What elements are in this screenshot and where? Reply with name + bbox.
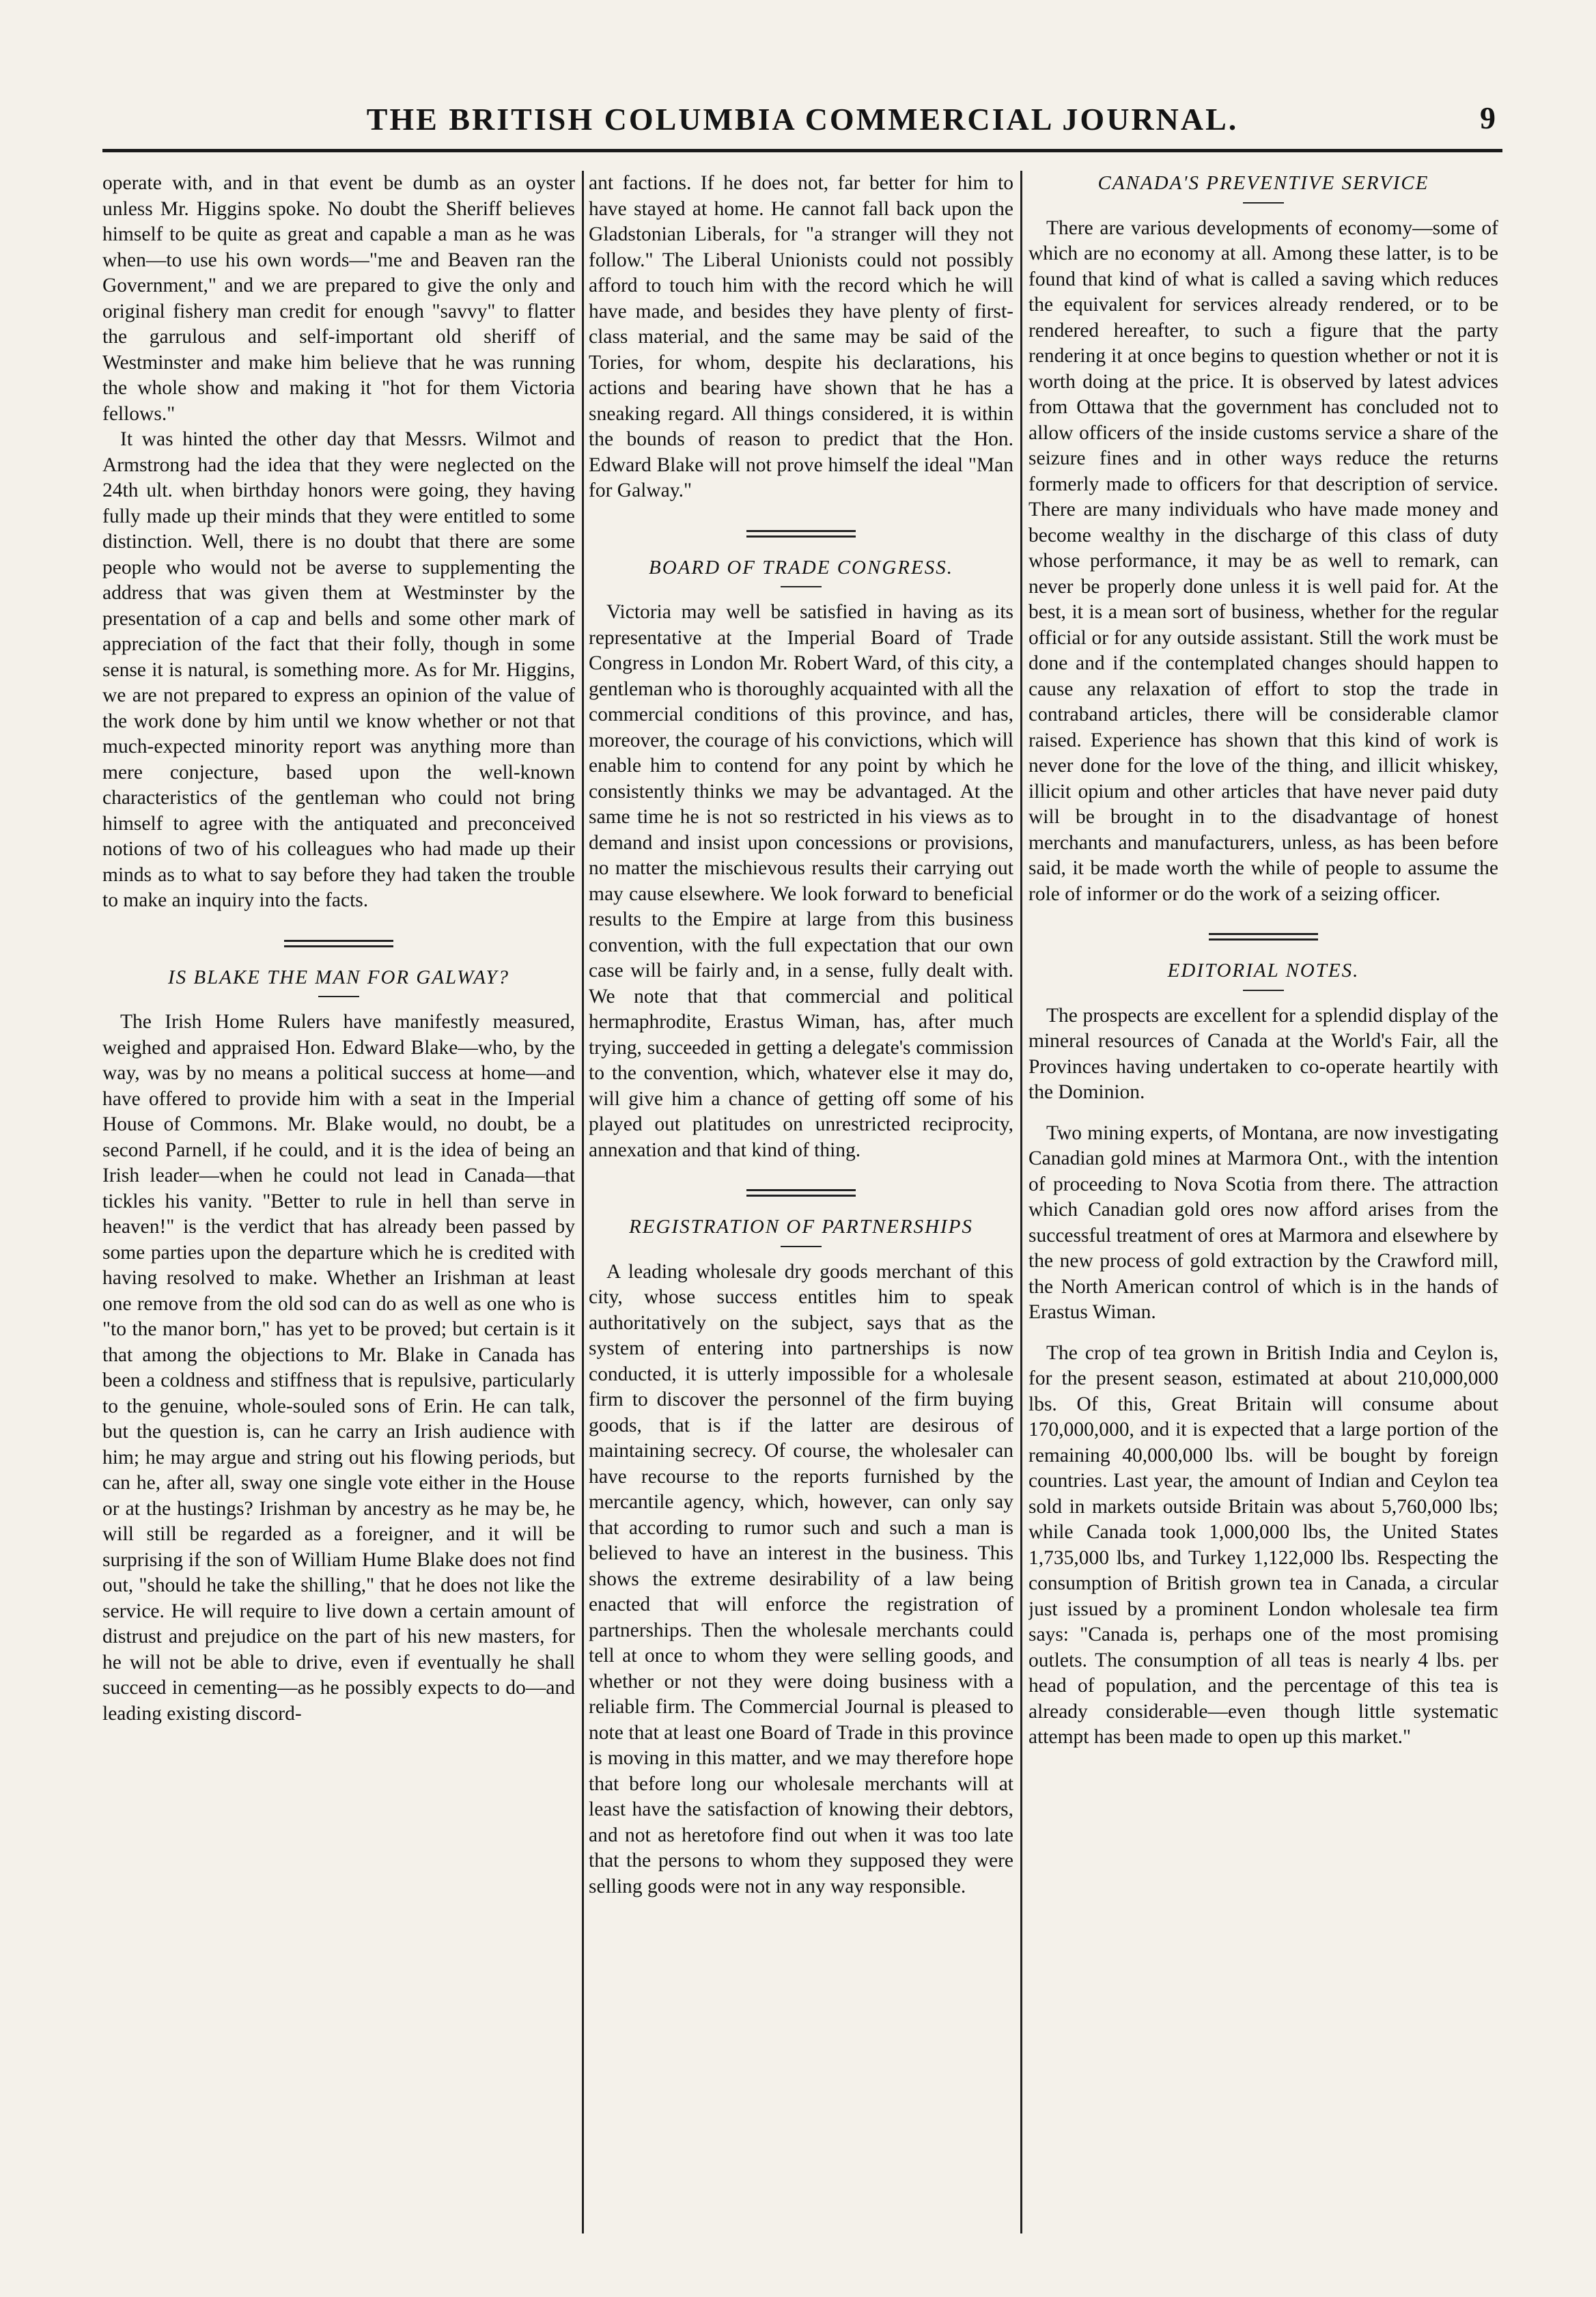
column-divider: [582, 171, 584, 2233]
column-1: [102, 171, 575, 2233]
article-paragraph: operate with, and in that event be dumb as an oyster unless Mr. Higgins spoke. No doubt the Sheriff believes himself to be quite as great and capable a man as he was when—to use his own words—"me and Beaven ran the Government," and we are prepared to give the only and original fishery man credit for enough "savvy" to flatter the garrulous and self-important old sheriff of Westminster and make him believe that he was running the whole show and making it "hot for them Victoria fellows.": [102, 172, 575, 425]
heading-rule: [318, 996, 359, 997]
editorial-note: The prospects are excellent for a splendid display of the mineral resources of Canada at the World's Fair, all the Provinces having undertaken to co-operate heartily with the Dominion.: [1028, 1004, 1498, 1103]
article-paragraph: The Irish Home Rulers have manifestly measured, weighed and appraised Hon. Edward Blake—who, by the way, was by no means a political success at home—and have offered to provide him with a seat in the Imperial House of Commons. Mr. Blake would, no doubt, be a second Parnell, if he could, and it is the idea of being an Irish leader—when he could not lead in Canada—that tickles his vanity. "Better to rule in hell than serve in heaven!" is the verdict that has already been passed by some parties upon the departure which he is credited with having resolved to make. Whether an Irishman at least one remove from the old sod can do as well as one who is "to the manor born," has yet to be proved; but certain is it that among the objections to Mr. Blake in Canada has been a coldness and stiffness that is repulsive, particularly to the genuine, whole-souled sons of Erin. He can talk, but the question is, can he carry an Irish audience with him; he may argue and string out his flowing periods, but can he, after all, sway one single vote either in the House or at the hustings? Irishman by ancestry as he may be, he will still be regarded as a foreigner, and it will be surprising if the son of William Hume Blake does not find out, "should he take the shilling," that he does not like the service. He will require to live down a certain amount of distrust and prejudice on the part of his new masters, for he will not be able to drive, even if eventually he shall succeed in cementing—as he possibly expects to do—and leading existing discord-: [102, 1011, 575, 1725]
article-heading: IS BLAKE THE MAN FOR GALWAY?: [168, 966, 509, 988]
section-divider: [284, 940, 393, 947]
editorial-note: Two mining experts, of Montana, are now investigating Canadian gold mines at Marmora Ont., with the intention of proceeding to Nova Scotia from there. The attraction which Canadian gold ores now afford arises from the successful treatment of ores at Marmora and elsewhere by the new process of gold extraction by the Crawford mill, the North American control of which is in the hands of Erastus Wiman.: [1028, 1122, 1498, 1323]
article-paragraph: It was hinted the other day that Messrs. Wilmot and Armstrong had the idea that they were neglected on the 24th ult. when birthday honors were going, they having fully made up their minds that they were entitled to some distinction. Well, there is no doubt that there are some people who would not be averse to supplementing the address that was given them at Westminster by the presentation of a cap and bells and some other mark of appreciation of the fact that their folly, though in some sense it is natural, is something more. As for Mr. Higgins, we are not prepared to express an opinion of the value of the work done by him until we know whether or not that much-expected minority report was anything more than mere conjecture, based upon the well-known characteristics of the gentleman who could not bring himself to agree with the antiquated and preconceived notions of two of his colleagues who had made up their minds as to what to say before they had taken the trouble to make an inquiry into the facts.: [102, 428, 575, 911]
section-divider: [746, 1189, 856, 1197]
heading-rule: [781, 1246, 822, 1247]
section-divider: [746, 530, 856, 538]
masthead: [102, 96, 1502, 150]
article-paragraph: ant factions. If he does not, far better for him to have stayed at home. He cannot fall back upon the Gladstonian Liberals, for "a stranger will they not follow." The Liberal Unionists could not possibly afford to touch him with the record which he will have made, and besides they have plenty of first-class material, and the same may be said of the Tories, for whom, despite his declarations, his actions and bearing have shown that he has a sneaking regard. All things considered, it is within the bounds of reason to predict that the Hon. Edward Blake will not prove himself the ideal "Man for Galway.": [589, 172, 1013, 501]
newspaper-page: [102, 96, 1502, 2240]
section-divider: [1209, 933, 1318, 941]
article-heading: EDITORIAL NOTES.: [1167, 960, 1360, 982]
article-heading: BOARD OF TRADE CONGRESS.: [649, 556, 953, 579]
editorial-note: The crop of tea grown in British India and Ceylon is, for the present season, estimated at about 210,000,000 lbs. Of this, Great Britain will consume about 170,000,000, and it is expected that a large portion of the remaining 40,000,000 lbs. will be bought by foreign countries. Last year, the amount of Indian and Ceylon tea sold in markets outside Britain was about 5,760,000 lbs; while Canada took 1,000,000 lbs, the United States 1,735,000 lbs, and Turkey 1,122,000 lbs. Respecting the consumption of British grown tea in Canada, a circular just issued by a prominent London wholesale tea firm says: "Canada is, perhaps one of the most promising outlets. The consumption of all teas is nearly 4 lbs. per head of population, and the percentage of this tea is already considerable—even though little systematic attempt has been made to open up this market.": [1028, 1341, 1498, 1748]
masthead-title: THE BRITISH COLUMBIA COMMERCIAL JOURNAL.: [366, 102, 1239, 137]
article-paragraph: There are various developments of economy—some of which are no economy at all. Among these latter, is to be found that kind of what is called a saving which reduces the equivalent for services already rendered, or to be rendered hereafter, to such a figure that the party rendering it at once begins to question whether or not it is worth doing at the price. It is observed by latest advices from Ottawa that the government has concluded not to allow officers of the inside customs service a share of the seizure fines and in other ways reduce the returns formerly made to officers for that description of service. There are many individuals who have made money and become wealthy in the discharge of this class of duty whose performance, it may be as well to remark, can never be properly done unless it is well paid for. At the best, it is a mean sort of business, whether for the regular official or for any outside assistant. Still the work must be done and if the contemplated changes should happen to cause any relaxation of effort to stop the trade in contraband articles, there will be considerable clamor raised. Experience has shown that this kind of work is never done for the love of the thing, and illicit whiskey, illicit opium and other articles that have never paid duty will be brought in to the disadvantage of honest merchants and manufacturers, unless, as has been before said, it be made worth the while of people to assume the role of informer or do the work of a seizing officer.: [1028, 217, 1498, 905]
heading-rule: [1243, 990, 1284, 991]
column-3: [1028, 171, 1498, 2233]
column-2: [589, 171, 1013, 2233]
masthead-rule: [102, 149, 1502, 152]
article-paragraph: Victoria may well be satisfied in having as its representative at the Imperial Board of Trade Congress in London Mr. Robert Ward, of this city, a gentleman who is thoroughly acquainted with all the commercial conditions of this province, and has, moreover, the courage of his convictions, which will enable him to contend for any point by which he consistently thinks we may be advantaged. At the same time he is not so restricted in his views as to demand and insist upon concessions or provisions, no matter the mischievous results their carrying out may cause elsewhere. We look forward to beneficial results to the Empire at large from this business convention, with the full expectation that our own case will be fairly and, in a sense, fully dealt with. We note that that commercial and political hermaphrodite, Erastus Wiman, has, after much trying, succeeded in getting a delegate's commission to the convention, which, whatever else it may do, will give him a chance of getting off some of his played out platitudes on unrestricted reciprocity, annexation and that kind of thing.: [589, 601, 1013, 1161]
article-heading: REGISTRATION OF PARTNERSHIPS: [629, 1216, 973, 1238]
page-number: 9: [1480, 100, 1496, 135]
article-paragraph: A leading wholesale dry goods merchant of this city, whose success entitles him to speak authoritatively on the subject, says that as the system of entering into partnerships is now conducted, it is utterly impossible for a wholesale firm to discover the personnel of the firm buying goods, that is if the latter are desirous of maintaining secrecy. Of course, the wholesaler can have recourse to the reports furnished by the mercantile agency, which, however, can only say that according to rumor such and such a man is believed to have an interest in the business. This shows the extreme desirability of a law being enacted that will enforce the registration of partnerships. Then the wholesale merchants could tell at once to whom they were selling goods, and whether or not they were doing business with a reliable firm. The Commercial Journal is pleased to note that at least one Board of Trade in this province is moving in this matter, and we may therefore hope that before long our wholesale merchants will at least have the satisfaction of knowing their debtors, and not as heretofore find out when it was too late that the persons to whom they supposed they were selling goods were not in any way responsible.: [589, 1260, 1013, 1897]
heading-rule: [1243, 202, 1284, 204]
heading-rule: [781, 586, 822, 587]
article-heading: CANADA'S PREVENTIVE SERVICE: [1097, 172, 1429, 194]
column-divider: [1020, 171, 1022, 2233]
